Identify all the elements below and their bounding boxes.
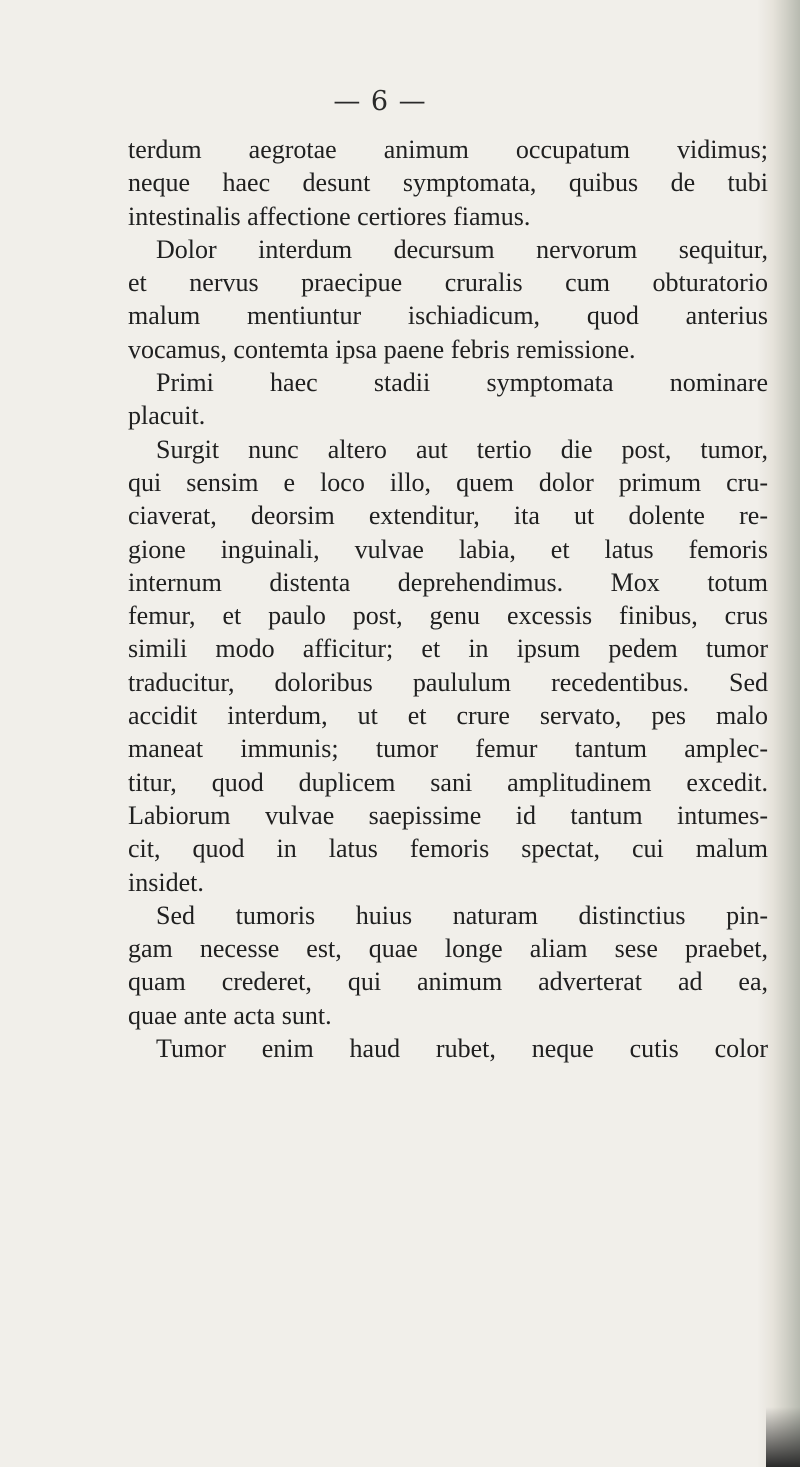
text-line: quam crederet, qui animum adverterat ad ea, (128, 967, 768, 997)
text-line: vocamus, contemta ipsa paene febris remissione. (128, 334, 636, 364)
text-line: insidet. (128, 867, 204, 897)
text-line: placuit. (128, 401, 206, 431)
text-line: gam necesse est, quae longe aliam sese praebet, (128, 934, 768, 964)
text-line: titur, quod duplicem sani amplitudinem excedit. (128, 767, 768, 797)
text-line: qui sensim e loco illo, quem dolor primum cru- (128, 467, 768, 497)
page-number-header: — 6 — (333, 86, 427, 117)
text-line: Sed tumoris huius naturam distinctius pin- (156, 900, 768, 930)
text-line: ciaverat, deorsim extenditur, ita ut dolente re- (128, 501, 768, 531)
text-line: et nervus praecipue cruralis cum obturatorio (128, 268, 768, 298)
body-text (128, 133, 768, 1065)
text-line: Surgit nunc altero aut tertio die post, tumor, (156, 434, 768, 464)
text-line: femur, et paulo post, genu excessis finibus, crus (128, 601, 768, 631)
text-line: intestinalis affectione certiores fiamus. (128, 201, 531, 231)
text-line: simili modo afficitur; et in ipsum pedem tumor (128, 634, 768, 664)
text-line: neque haec desunt symptomata, quibus de tubi (128, 168, 768, 198)
text-line: traducitur, doloribus paululum recedentibus. Sed (128, 667, 768, 697)
text-line: internum distenta deprehendimus. Mox totum (128, 567, 768, 597)
text-line: accidit interdum, ut et crure servato, pes malo (128, 701, 768, 731)
text-line: maneat immunis; tumor femur tantum amplec- (128, 734, 768, 764)
text-line: terdum aegrotae animum occupatum vidimus; (128, 135, 768, 164)
text-line: malum mentiuntur ischiadicum, quod anterius (128, 301, 768, 331)
text-line: quae ante acta sunt. (128, 1000, 332, 1030)
text-line: Dolor interdum decursum nervorum sequitur, (156, 234, 768, 264)
text-line: Labiorum vulvae saepissime id tantum intumes- (128, 800, 768, 830)
text-line: Primi haec stadii symptomata nominare (156, 368, 768, 398)
text-line: Tumor enim haud rubet, neque cutis color (156, 1034, 768, 1064)
text-line: gione inguinali, vulvae labia, et latus femoris (128, 534, 768, 564)
text-line: cit, quod in latus femoris spectat, cui malum (128, 834, 768, 864)
